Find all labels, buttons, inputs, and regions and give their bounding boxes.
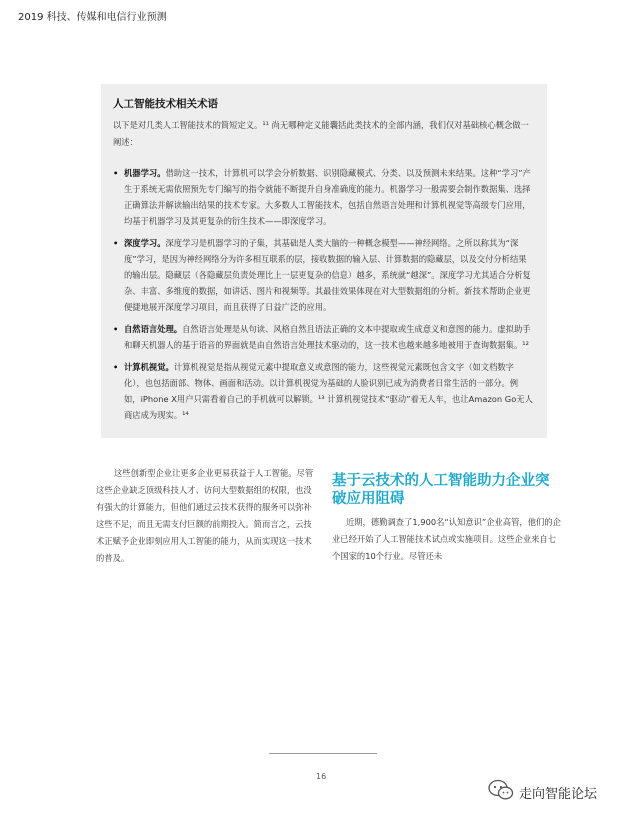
section-body-paragraph: 近期，德勤调查了1,900名“认知意识”企业高管，他们的企业已经开始了人工智能技术试点或实施项目。这些企业来自七个国家的10个行业。尽管还未 [332, 517, 561, 561]
bullet-icon: • [113, 168, 119, 178]
term-name: 自然语言处理。 [124, 324, 183, 334]
term-machine-learning [113, 165, 533, 229]
glossary-title: 人工智能技术相关术语 [113, 98, 218, 110]
term-name: 计算机视觉。 [124, 362, 174, 372]
watermark-text: 走向智能论坛 [519, 786, 598, 802]
term-text: 深度学习是机器学习的子集，其基础是人类大脑的一种概念模型——神经网络。之所以称其为“深度”学习，是因为神经网络分为许多相互联系的层，接收数据的输入层、计算数据的隐藏层，以及交付分析结果的输出层。隐藏层（各隐藏层负责处理比上一层更复杂的信息）越多，系统就“越深”。深度学习尤其适合分析复杂、丰富、多维度的数据，如讲话、图片和视频等。其最佳效果体现在对大型数据组的分析。新技术帮助企业更便捷地展开深度学习项目，而且获得了日益广泛的应用。 [124, 238, 531, 312]
term-name: 深度学习。 [124, 238, 166, 248]
bullet-icon: • [113, 324, 119, 334]
body-left-paragraph: 这些创新型企业让更多企业更易获益于人工智能。尽管这些企业缺乏顶级科技人才、访问大型数据组的权限，也没有强大的计算能力，但他们通过云技术获得的服务可以弥补这些不足，而且无需支付巨额的前期投入。简而言之，云技术正赋予企业即刻应用人工智能的能力，从而实现这一技术的普及。 [96, 468, 314, 563]
watermark [488, 779, 597, 805]
glossary-intro: 以下是对几类人工智能技术的简短定义。¹¹ 尚无哪种定义能囊括此类技术的全部内涵，我们仅对基础核心概念做一阐述： [113, 120, 529, 147]
term-deep-learning [113, 235, 533, 315]
term-computer-vision [113, 359, 533, 423]
bullet-icon: • [113, 362, 119, 372]
page-number: 16 [316, 772, 327, 781]
section-title: 基于云技术的人工智能助力企业突破应用阻碍 [332, 473, 550, 507]
term-text: 自然语言处理是从句读、风格自然且语法正确的文本中提取或生成意义和意图的能力。虚拟助手和聊天机器人的基于语音的界面就是由自然语言处理技术驱动的，这一技术也越来越多地被用于查询数据集。¹² [124, 324, 531, 350]
term-text: 计算机视觉是指从视觉元素中提取意义或意图的能力，这些视觉元素既包含文字（如文档数字化），也包括面部、物体、画面和活动。以计算机视觉为基础的人脸识别已成为消费者日常生活的一部分。例如，iPhone X用户只需看着自己的手机就可以解锁。¹³ 计算机视觉技术“驱动”着无人车，也让Amazon Go无人商店成为现实。¹⁴ [124, 362, 533, 420]
wechat-icon [488, 779, 514, 805]
footer-divider [269, 753, 377, 754]
glossary-box [101, 84, 547, 438]
bullet-icon: • [113, 238, 119, 248]
term-nlp [113, 321, 533, 353]
header-title: 2019 科技、传媒和电信行业预测 [18, 12, 167, 23]
term-text: 借助这一技术，计算机可以学会分析数据、识别隐藏模式、分类、以及预测未来结果。这种“学习”产生于系统无需依照预先专门编写的指令就能不断提升自身准确度的能力。机器学习一般需要会制作数据集、选择正确算法并解读输出结果的技术专家。大多数人工智能技术，包括自然语言处理和计算机视觉等高级专门应用，均基于机器学习及其更复杂的衍生技术——即深度学习。 [124, 168, 531, 226]
term-name: 机器学习。 [124, 168, 166, 178]
